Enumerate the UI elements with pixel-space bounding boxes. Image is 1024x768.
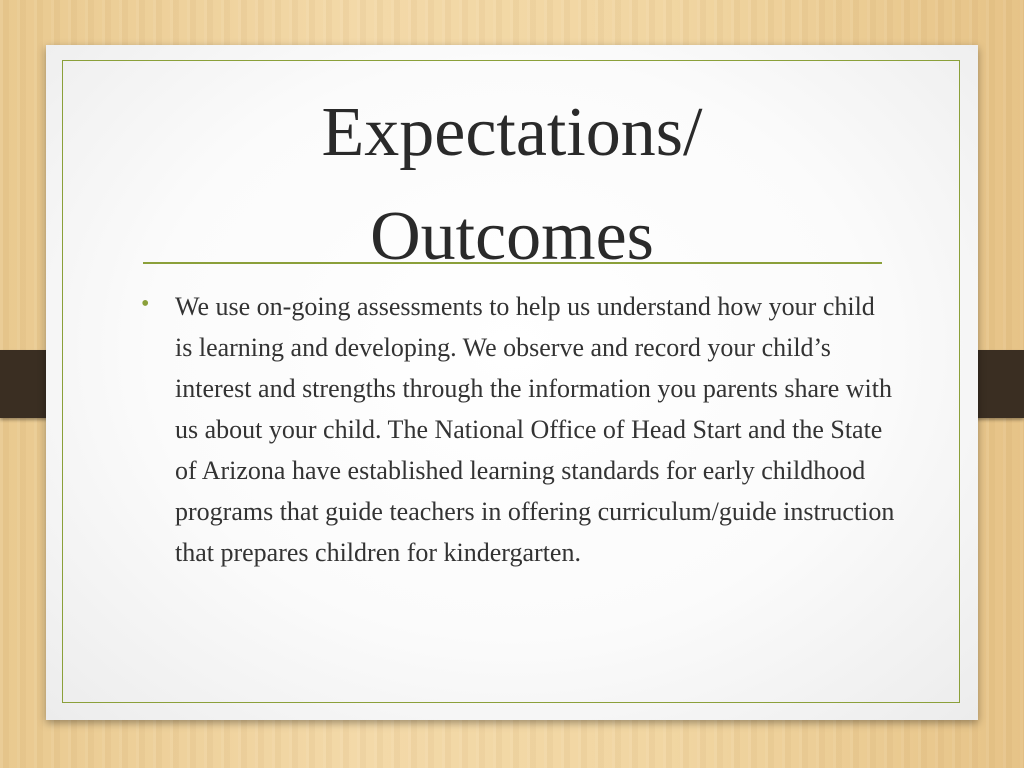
slide-title [106,81,918,289]
title-line-1: Expectations/ [321,94,703,171]
title-line-2: Outcomes [370,198,654,275]
slide-card [46,45,978,720]
title-divider [143,262,882,264]
bullet-dot-icon: • [141,291,150,317]
bullet-text: We use on-going assessments to help us understand how your child is learning and developing. We observe and record your child’s interest and strengths through the information you parents share with us about your child. The National Office of Head Start and the State of Arizona have established learning standards for early childhood programs that guide teachers in offering curriculum/guide instruction that prepares children for kindergarten. [175,292,895,567]
